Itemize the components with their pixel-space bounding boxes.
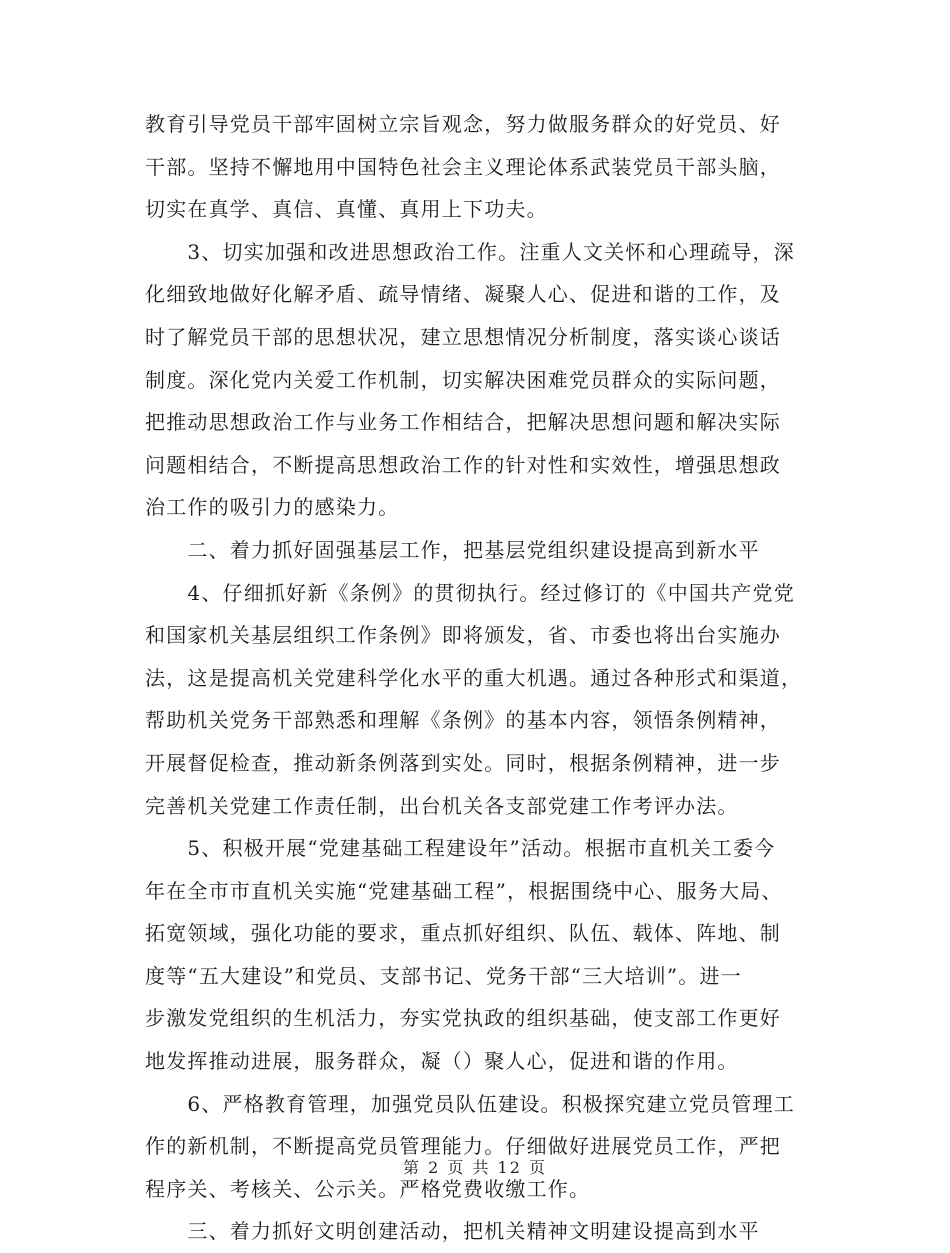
paragraph <box>145 572 815 828</box>
text-line: 二、着力抓好固强基层工作，把基层党组织建设提高到新水平 <box>145 537 760 562</box>
body-text <box>145 103 815 1253</box>
paragraph <box>145 1083 815 1211</box>
text-line: 作的新机制，不断提高党员管理能力。仔细做好进展党员工作，严把 <box>145 1134 781 1159</box>
text-line: 治工作的吸引力的感染力。 <box>145 495 400 520</box>
paragraph <box>145 231 815 529</box>
text-line: 6、严格教育管理，加强党员队伍建设。积极探究建立党员管理工 <box>145 1091 795 1116</box>
text-line: 地发挥推动进展，服务群众，凝（）聚人心，促进和谐的作用。 <box>145 1049 739 1074</box>
text-line: 干部。坚持不懈地用中国特色社会主义理论体系武装党员干部头脑， <box>145 154 781 179</box>
text-line: 程序关、考核关、公示关。严格党费收缴工作。 <box>145 1176 591 1201</box>
text-line: 完善机关党建工作责任制，出台机关各支部党建工作考评办法。 <box>145 793 739 818</box>
text-line: 把推动思想政治工作与业务工作相结合，把解决思想问题和解决实际 <box>145 410 781 435</box>
text-line: 法，这是提高机关党建科学化水平的重大机遇。通过各种形式和渠道， <box>145 665 803 690</box>
paragraph <box>145 529 815 572</box>
text-line: 5、积极开展“党建基础工程建设年”活动。根据市直机关工委今 <box>145 836 776 861</box>
text-line: 拓宽领域，强化功能的要求，重点抓好组织、队伍、载体、阵地、制 <box>145 921 781 946</box>
text-line: 开展督促检查，推动新条例落到实处。同时，根据条例精神，进一步 <box>145 750 781 775</box>
text-line: 三、着力抓好文明创建活动，把机关精神文明建设提高到水平 <box>145 1219 760 1244</box>
text-line: 切实在真学、真信、真懂、真用上下功夫。 <box>145 197 548 222</box>
text-line: 教育引导党员干部牢固树立宗旨观念，努力做服务群众的好党员、好 <box>145 112 781 136</box>
text-line: 和国家机关基层组织工作条例》即将颁发，省、市委也将出台实施办 <box>145 623 781 648</box>
text-line: 年在全市市直机关实施“党建基础工程”，根据围绕中心、服务大局、 <box>145 878 783 903</box>
text-line: 3、切实加强和改进思想政治工作。注重人文关怀和心理疏导，深 <box>145 239 795 264</box>
text-line: 问题相结合，不断提高思想政治工作的针对性和实效性，增强思想政 <box>145 452 781 477</box>
page-footer: 第 2 页 共 12 页 <box>403 1158 547 1177</box>
paragraph <box>145 103 815 231</box>
paragraph <box>145 827 815 1083</box>
text-line: 时了解党员干部的思想状况，建立思想情况分析制度，落实谈心谈话 <box>145 324 781 349</box>
text-line: 度等“五大建设”和党员、支部书记、党务干部“三大培训”。进一 <box>145 963 742 988</box>
text-line: 帮助机关党务干部熟悉和理解《条例》的基本内容，领悟条例精神， <box>145 708 781 733</box>
text-line: 4、仔细抓好新《条例》的贯彻执行。经过修订的《中国共产党党 <box>145 580 795 605</box>
text-line: 制度。深化党内关爱工作机制，切实解决困难党员群众的实际问题， <box>145 367 781 392</box>
text-line: 化细致地做好化解矛盾、疏导情绪、凝聚人心、促进和谐的工作，及 <box>145 282 781 307</box>
text-line: 步激发党组织的生机活力，夯实党执政的组织基础，使支部工作更好 <box>145 1006 781 1031</box>
paragraph <box>145 1210 815 1253</box>
